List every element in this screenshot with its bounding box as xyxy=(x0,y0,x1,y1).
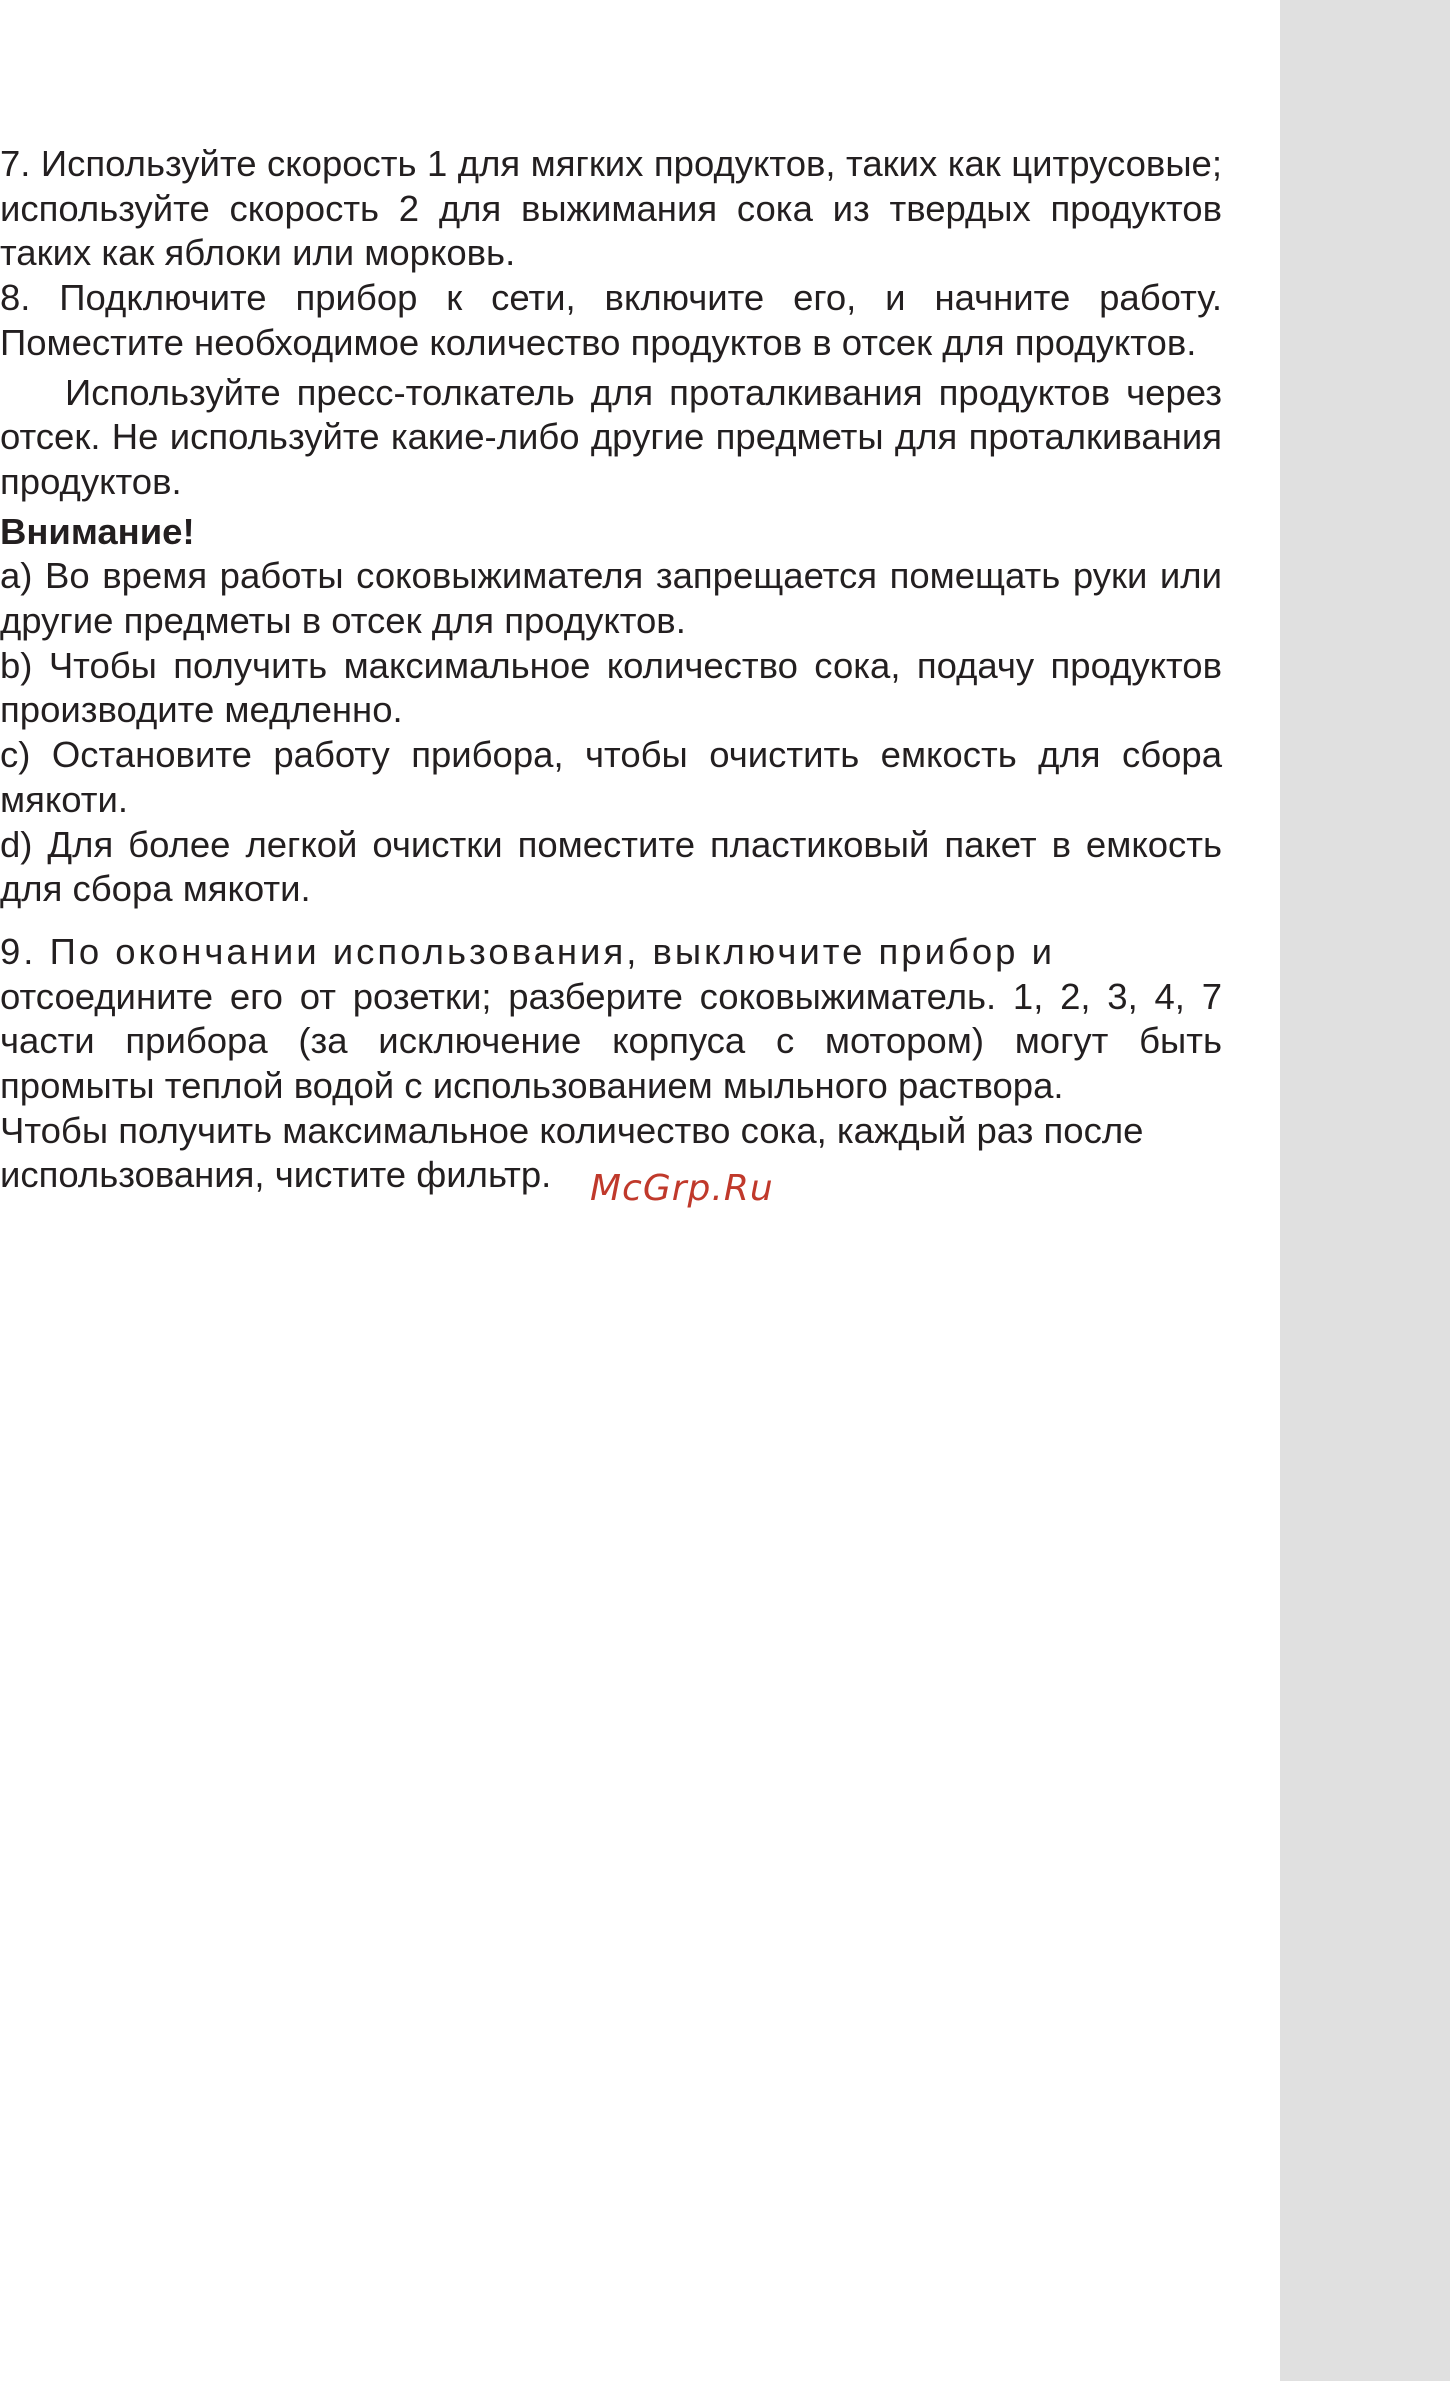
warning-item-c: c) Остановите работу прибора, чтобы очистить емкость для сбора мякоти. xyxy=(0,734,1222,820)
manual-page-text xyxy=(0,142,1222,1198)
step-8-paragraph: 8. Подключите прибор к сети, включите его, и начните работу. Поместите необходимое количество продуктов в отсек для продуктов. xyxy=(0,277,1222,363)
warning-item-d: d) Для более легкой очистки поместите пластиковый пакет в емкость для сбора мякоти. xyxy=(0,823,1222,910)
warning-item-b: b) Чтобы получить максимальное количество сока, подачу продуктов производите медленно. xyxy=(0,644,1222,731)
step-8-pusher-paragraph: Используйте пресс-толкатель для проталкивания продуктов через отсек. Не используйте какие-либо другие предметы для проталкивания продуктов. xyxy=(0,371,1222,502)
filter-note-paragraph: Чтобы получить максимальное количество сока, каждый раз после использования, чистите фильтр. xyxy=(0,1109,1144,1196)
watermark-logo: McGrp.Ru xyxy=(590,1168,774,1209)
step-9-first-line: 9. По окончании использования, выключите прибор и xyxy=(0,930,1056,972)
step-9-paragraph: отсоедините его от розетки; разберите соковыжиматель. 1, 2, 3, 4, 7 части прибора (за исключение корпуса с мотором) могут быть промыты теплой водой с использованием мыльного раствора. xyxy=(0,975,1222,1107)
side-margin-band xyxy=(1280,0,1450,2381)
step-7-paragraph: 7. Используйте скорость 1 для мягких продуктов, таких как цитрусовые; используйте скорость 2 для выжимания сока из твердых продуктов таких как яблоки или морковь. xyxy=(0,143,1222,274)
warning-heading: Внимание! xyxy=(0,510,195,552)
warning-item-a: а) Во время работы соковыжимателя запрещается помещать руки или другие предметы в отсек для продуктов. xyxy=(0,555,1222,642)
